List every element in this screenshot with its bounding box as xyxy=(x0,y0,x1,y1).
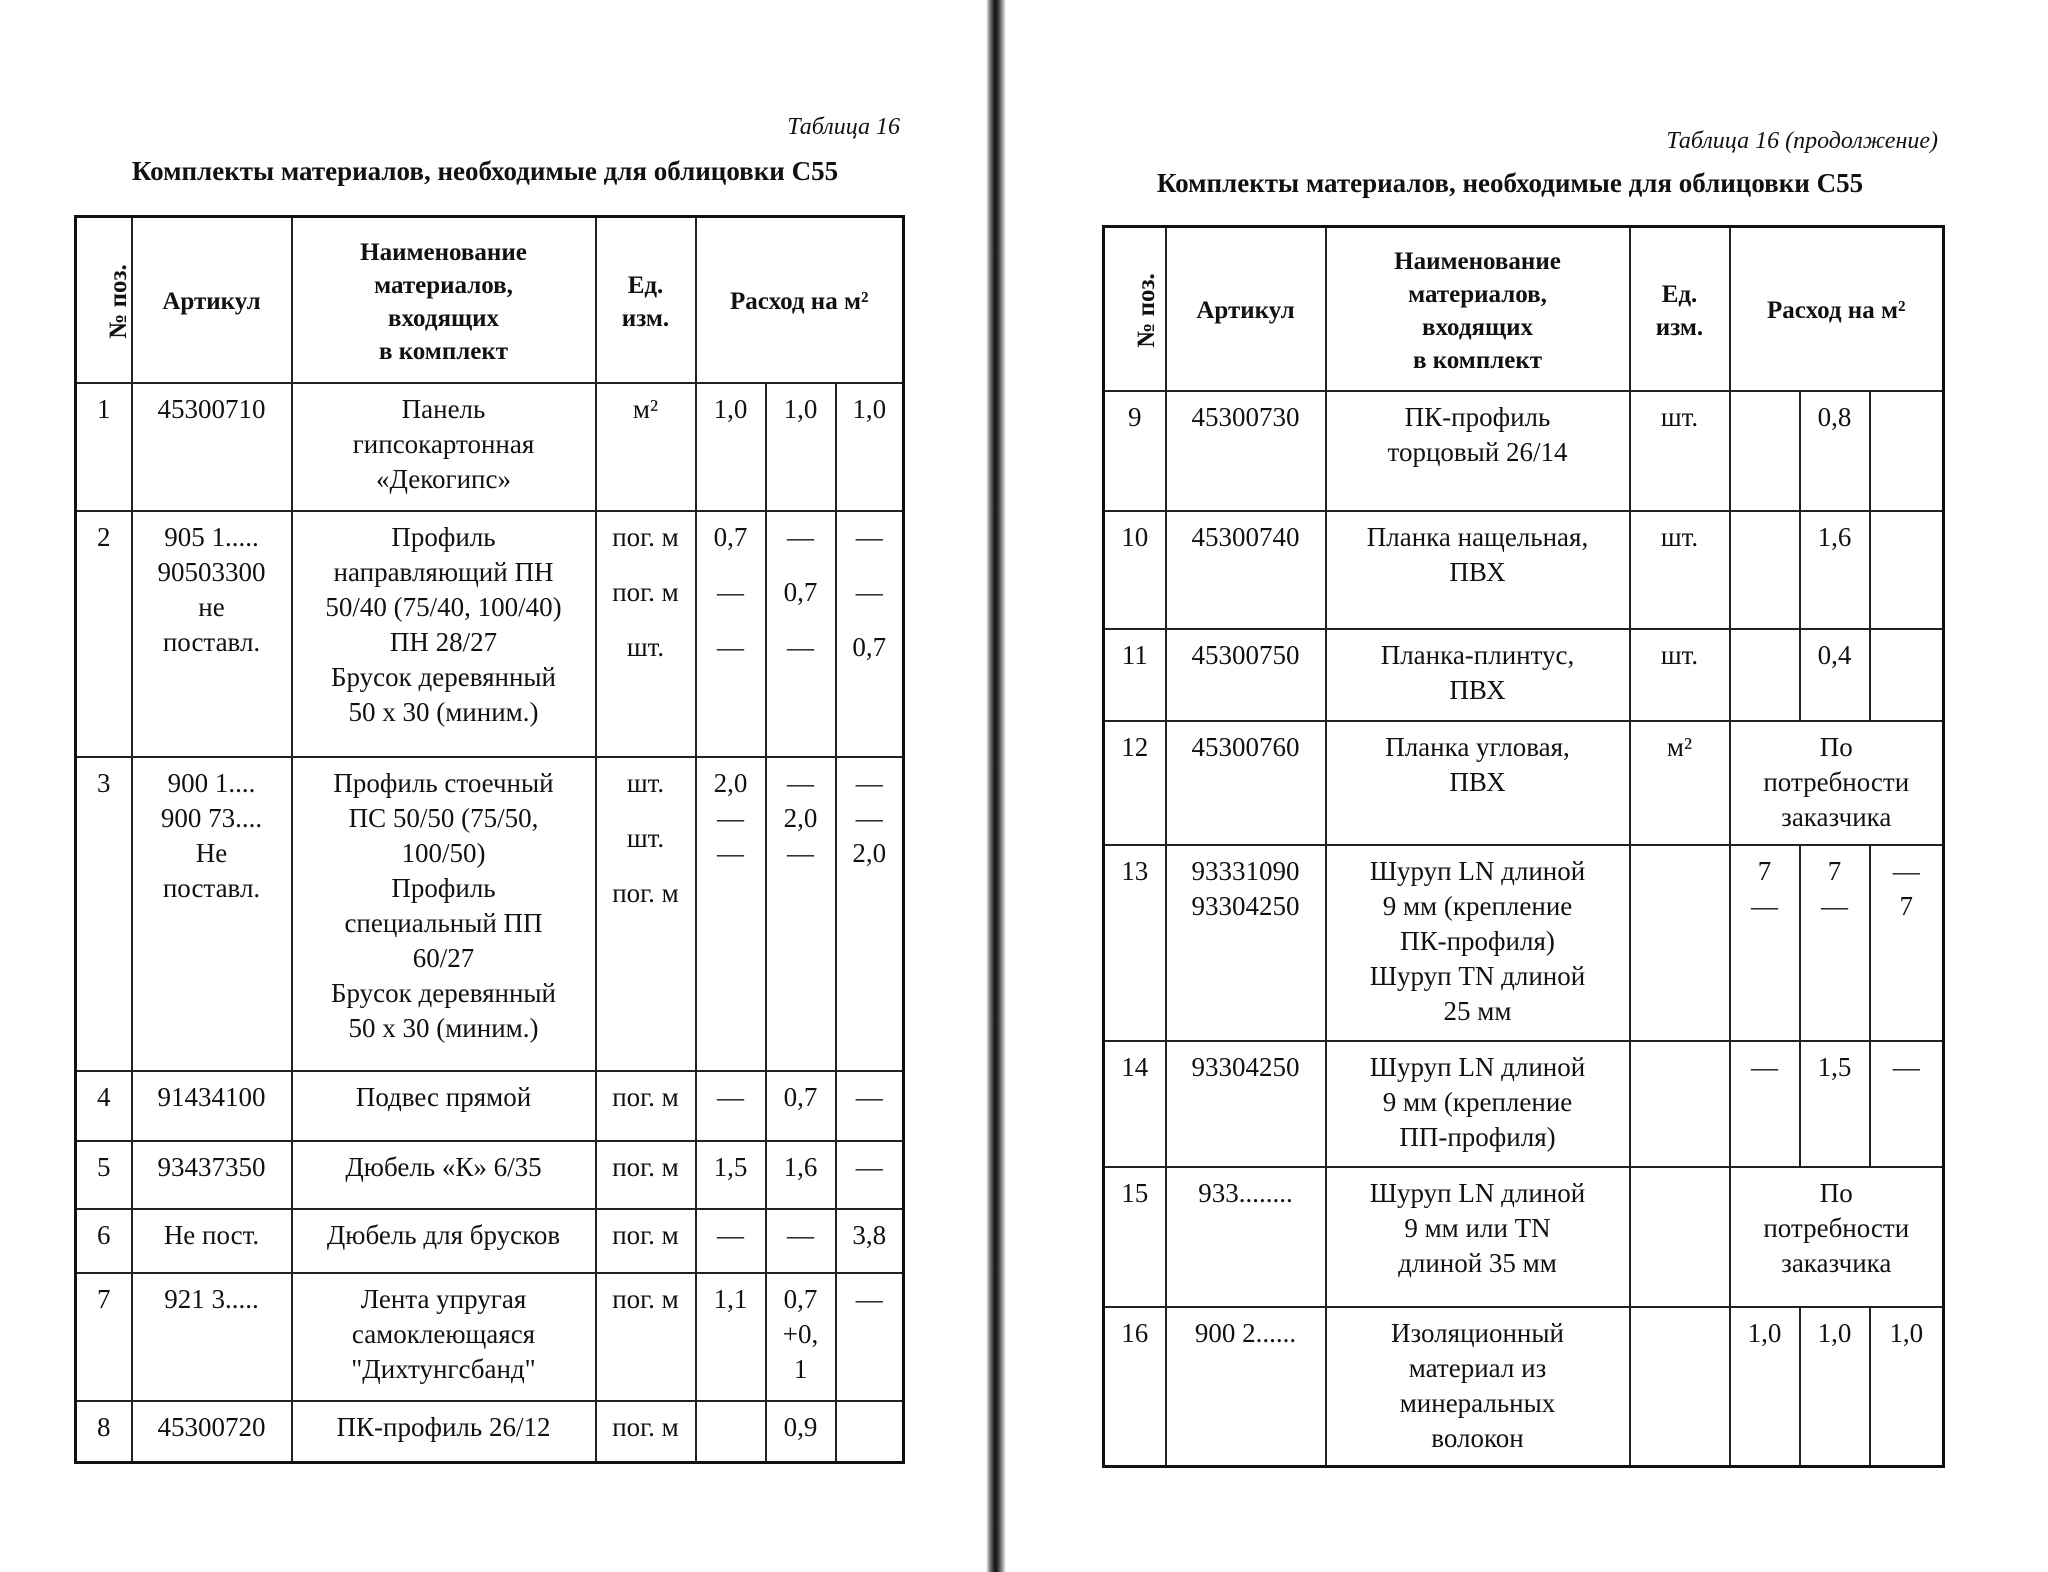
cell-line: 1,5 xyxy=(1817,1051,1852,1082)
cell-name xyxy=(1326,1167,1630,1307)
table-row xyxy=(76,383,904,511)
cell-article xyxy=(1166,845,1326,1041)
cell-consumption-c3 xyxy=(836,757,904,1071)
cell-line: Дюбель «К» 6/35 xyxy=(345,1151,542,1182)
cell-consumption-c2 xyxy=(1800,511,1870,629)
cell-line: 45300750 xyxy=(1191,639,1300,670)
cell-line: Шуруп TN длиной xyxy=(1369,960,1586,991)
cell-line: 90503300 xyxy=(157,556,266,587)
cell-line: 2,0 xyxy=(713,767,748,798)
cell-line: 0,7 xyxy=(783,1081,818,1112)
cell-name xyxy=(1326,1041,1630,1167)
cell-line: ПС 50/50 (75/50, xyxy=(348,802,539,833)
table-title: Комплекты материалов, необходимые для облицовки С55 xyxy=(131,156,839,186)
cell-line: 1,0 xyxy=(1747,1317,1782,1348)
cell-consumption-c1 xyxy=(696,511,766,757)
cell-line: направляющий ПН xyxy=(333,556,554,587)
cell-pos: 7 xyxy=(76,1273,132,1401)
cell-line: 0,4 xyxy=(1817,639,1852,670)
table-row xyxy=(76,1273,904,1401)
cell-unit xyxy=(1630,1307,1730,1467)
cell-line: потребности xyxy=(1763,1212,1910,1243)
cell-line: Планка нащельная, xyxy=(1366,521,1589,552)
cell-line: — xyxy=(717,802,744,833)
cell-line: 0,7 xyxy=(783,576,818,607)
cell-pos: 8 xyxy=(76,1401,132,1463)
cell-consumption-c2 xyxy=(766,383,836,511)
cell-line: 7 xyxy=(1899,890,1914,921)
cell-line: — xyxy=(855,1283,883,1314)
cell-consumption-c1 xyxy=(1730,845,1800,1041)
cell-consumption-c1 xyxy=(1730,511,1800,629)
cell-unit xyxy=(1630,1041,1730,1167)
cell-pos: 13 xyxy=(1104,845,1166,1041)
book-spine xyxy=(986,0,1006,1572)
cell-line: Профиль стоечный xyxy=(333,767,554,798)
cell-consumption-c1 xyxy=(696,1401,766,1463)
cell-line: 91434100 xyxy=(157,1081,266,1112)
cell-line: Шуруп LN длиной xyxy=(1369,1177,1586,1208)
cell-line: — xyxy=(717,576,744,607)
cell-consumption-c2 xyxy=(1800,629,1870,721)
cell-consumption-c3 xyxy=(1870,511,1944,629)
cell-line: 1,0 xyxy=(713,393,748,424)
header-consumption: Расход на м² xyxy=(1730,227,1944,391)
cell-line: поставл. xyxy=(162,626,261,657)
cell-line: 1,6 xyxy=(1817,521,1852,552)
cell-line: 50 х 30 (миним.) xyxy=(348,1012,539,1043)
cell-line: — xyxy=(787,1219,814,1250)
cell-line: шт. xyxy=(626,822,665,853)
cell-line: По xyxy=(1819,1177,1853,1208)
cell-line: ПП-профиля) xyxy=(1399,1121,1556,1152)
cell-line: — xyxy=(855,1151,883,1182)
cell-line: 921 3..... xyxy=(164,1283,259,1314)
cell-line: пог. м xyxy=(612,877,679,908)
table-row xyxy=(76,1071,904,1141)
cell-consumption-c3 xyxy=(836,1401,904,1463)
cell-name xyxy=(1326,1307,1630,1467)
cell-line: — xyxy=(787,837,814,868)
cell-consumption-c3 xyxy=(1870,1041,1944,1167)
cell-consumption-c2 xyxy=(766,757,836,1071)
table-row xyxy=(76,1141,904,1209)
table-row xyxy=(1104,391,1944,511)
cell-line: самоклеющаяся xyxy=(351,1318,536,1349)
cell-line: — xyxy=(787,631,814,662)
table-row xyxy=(1104,1167,1944,1307)
cell-pos: 1 xyxy=(76,383,132,511)
cell-consumption-c2 xyxy=(766,1401,836,1463)
cell-article xyxy=(1166,629,1326,721)
cell-pos: 14 xyxy=(1104,1041,1166,1167)
cell-pos: 2 xyxy=(76,511,132,757)
header-article: Артикул xyxy=(132,217,292,383)
cell-line: — xyxy=(1892,1051,1920,1082)
cell-line: 50 х 30 (миним.) xyxy=(348,696,539,727)
cell-line: поставл. xyxy=(162,872,261,903)
cell-line: 900 73.... xyxy=(160,802,263,833)
table-row xyxy=(1104,629,1944,721)
cell-line: — xyxy=(717,631,744,662)
table-row xyxy=(76,511,904,757)
cell-consumption-c1 xyxy=(1730,1307,1800,1467)
cell-line: — xyxy=(855,1081,883,1112)
cell-line: волокон xyxy=(1431,1422,1524,1453)
cell-line: Планка-плинтус, xyxy=(1380,639,1575,670)
cell-line: — xyxy=(1751,1051,1778,1082)
cell-article xyxy=(1166,1041,1326,1167)
cell-line: — xyxy=(1821,890,1848,921)
header-name: Наименование материалов, входящих в комплект xyxy=(1326,227,1630,391)
cell-line: 100/50) xyxy=(401,837,486,868)
cell-line: — xyxy=(855,802,883,833)
cell-line: Лента упругая xyxy=(360,1283,527,1314)
cell-line: — xyxy=(717,1081,744,1112)
table-title: Комплекты материалов, необходимые для облицовки С55 xyxy=(1156,168,1864,198)
cell-consumption-c1 xyxy=(696,757,766,1071)
table-row xyxy=(1104,511,1944,629)
cell-line: торцовый 26/14 xyxy=(1387,436,1568,467)
cell-line: 3,8 xyxy=(852,1219,887,1250)
cell-line: 0,7 xyxy=(783,1283,818,1314)
cell-line: +0, xyxy=(782,1318,819,1349)
left-page xyxy=(0,0,980,1572)
cell-unit xyxy=(596,757,696,1071)
cell-name xyxy=(292,1273,596,1401)
cell-consumption-c1 xyxy=(1730,391,1800,511)
cell-name xyxy=(1326,391,1630,511)
cell-line: минеральных xyxy=(1399,1387,1556,1418)
cell-unit xyxy=(596,1273,696,1401)
cell-consumption-c2 xyxy=(766,511,836,757)
cell-line: Шуруп LN длиной xyxy=(1369,1051,1586,1082)
cell-consumption-c1 xyxy=(696,1071,766,1141)
header-pos: № поз. xyxy=(76,217,132,383)
cell-line: Подвес прямой xyxy=(355,1081,532,1112)
cell-pos: 11 xyxy=(1104,629,1166,721)
cell-line: — xyxy=(787,767,814,798)
cell-pos: 12 xyxy=(1104,721,1166,845)
cell-line: 2,0 xyxy=(783,802,818,833)
cell-article xyxy=(132,1141,292,1209)
cell-unit xyxy=(596,1209,696,1273)
table-caption: Таблица 16 (продолжение) xyxy=(1666,128,1938,154)
cell-unit xyxy=(1630,845,1730,1041)
cell-line: Панель xyxy=(401,393,486,424)
cell-consumption-c1 xyxy=(696,1209,766,1273)
cell-line: пог. м xyxy=(612,1411,679,1442)
cell-article xyxy=(1166,1167,1326,1307)
cell-line: пог. м xyxy=(612,1151,679,1182)
cell-article xyxy=(132,757,292,1071)
cell-line: заказчика xyxy=(1781,1247,1892,1278)
cell-pos: 6 xyxy=(76,1209,132,1273)
cell-line: 60/27 xyxy=(412,942,475,973)
cell-consumption-c1 xyxy=(1730,629,1800,721)
cell-line: Дюбель для брусков xyxy=(326,1219,561,1250)
cell-consumption-c2 xyxy=(766,1273,836,1401)
cell-pos: 3 xyxy=(76,757,132,1071)
cell-consumption-c1 xyxy=(696,1141,766,1209)
cell-line: 93304250 xyxy=(1191,890,1300,921)
cell-line: 900 2...... xyxy=(1194,1317,1297,1348)
cell-line: шт. xyxy=(1660,521,1699,552)
cell-line: — xyxy=(855,767,883,798)
cell-line: 2,0 xyxy=(852,837,887,868)
cell-line: 93437350 xyxy=(157,1151,266,1182)
cell-line: шт. xyxy=(1660,639,1699,670)
cell-line: 93304250 xyxy=(1191,1051,1300,1082)
cell-article xyxy=(132,1273,292,1401)
cell-pos: 5 xyxy=(76,1141,132,1209)
cell-line: пог. м xyxy=(612,521,679,552)
cell-line: 93331090 xyxy=(1191,855,1300,886)
cell-consumption-c1 xyxy=(696,1273,766,1401)
cell-line: ПВХ xyxy=(1449,766,1506,797)
cell-line: 45300720 xyxy=(157,1411,266,1442)
cell-consumption-c3 xyxy=(836,383,904,511)
cell-article xyxy=(132,1209,292,1273)
cell-line: не xyxy=(198,591,225,622)
cell-line: — xyxy=(855,576,883,607)
cell-line: 0,7 xyxy=(713,521,748,552)
cell-consumption-c3 xyxy=(1870,845,1944,1041)
right-page xyxy=(1010,0,2048,1572)
cell-line: 1,0 xyxy=(1817,1317,1852,1348)
header-unit: Ед. изм. xyxy=(1630,227,1730,391)
table-row xyxy=(76,757,904,1071)
cell-line: ПК-профиль 26/12 xyxy=(336,1411,551,1442)
cell-line: — xyxy=(855,521,883,552)
cell-line: 1,0 xyxy=(852,393,887,424)
cell-article xyxy=(132,383,292,511)
cell-article xyxy=(1166,391,1326,511)
cell-line: пог. м xyxy=(612,576,679,607)
cell-pos: 16 xyxy=(1104,1307,1166,1467)
cell-line: — xyxy=(1751,890,1778,921)
cell-line: пог. м xyxy=(612,1081,679,1112)
cell-name xyxy=(292,1209,596,1273)
cell-line: Шуруп LN длиной xyxy=(1369,855,1586,886)
table-row xyxy=(1104,1307,1944,1467)
cell-line: — xyxy=(1892,855,1920,886)
cell-article xyxy=(1166,511,1326,629)
cell-line: 9 мм (крепление xyxy=(1382,1086,1573,1117)
cell-unit xyxy=(596,1141,696,1209)
cell-line: м² xyxy=(1666,731,1693,762)
cell-name xyxy=(292,1071,596,1141)
cell-article xyxy=(1166,1307,1326,1467)
cell-line: 9 мм (крепление xyxy=(1382,890,1573,921)
cell-line: ПН 28/27 xyxy=(389,626,498,657)
cell-consumption-c1 xyxy=(1730,1041,1800,1167)
cell-pos: 9 xyxy=(1104,391,1166,511)
cell-line: Брусок деревянный xyxy=(330,977,556,1008)
cell-name xyxy=(292,511,596,757)
header-unit: Ед. изм. xyxy=(596,217,696,383)
cell-consumption-c2 xyxy=(766,1071,836,1141)
header-article: Артикул xyxy=(1166,227,1326,391)
cell-consumption-c2 xyxy=(766,1209,836,1273)
cell-line: 0,9 xyxy=(783,1411,818,1442)
cell-line: материал из xyxy=(1408,1352,1547,1383)
cell-consumption-c3 xyxy=(1870,1307,1944,1467)
cell-line: специальный ПП xyxy=(344,907,543,938)
cell-line: шт. xyxy=(626,631,665,662)
cell-line: пог. м xyxy=(612,1219,679,1250)
cell-pos: 4 xyxy=(76,1071,132,1141)
cell-name xyxy=(1326,511,1630,629)
cell-line: 900 1.... xyxy=(167,767,256,798)
cell-line: шт. xyxy=(1660,401,1699,432)
cell-consumption-merged xyxy=(1730,721,1944,845)
cell-unit xyxy=(1630,391,1730,511)
cell-line: 9 мм или TN xyxy=(1404,1212,1551,1243)
cell-pos: 10 xyxy=(1104,511,1166,629)
cell-unit xyxy=(1630,721,1730,845)
cell-consumption-c2 xyxy=(1800,1041,1870,1167)
cell-line: 45300760 xyxy=(1191,731,1300,762)
cell-line: шт. xyxy=(626,767,665,798)
cell-line: — xyxy=(717,837,744,868)
cell-line: «Декогипс» xyxy=(376,463,511,494)
cell-line: ПВХ xyxy=(1449,556,1506,587)
cell-line: По xyxy=(1819,731,1853,762)
table-row xyxy=(76,1209,904,1273)
cell-line: 1,0 xyxy=(1889,1317,1924,1348)
cell-consumption-c3 xyxy=(1870,629,1944,721)
cell-name xyxy=(292,383,596,511)
cell-unit xyxy=(1630,1167,1730,1307)
cell-line: Не пост. xyxy=(163,1219,260,1250)
cell-line: 933........ xyxy=(1198,1177,1293,1208)
header-consumption: Расход на м² xyxy=(696,217,904,383)
cell-article xyxy=(1166,721,1326,845)
cell-consumption-c3 xyxy=(836,511,904,757)
cell-consumption-c2 xyxy=(766,1141,836,1209)
cell-line: Планка угловая, xyxy=(1385,731,1570,762)
table-row xyxy=(76,1401,904,1463)
cell-article xyxy=(132,1071,292,1141)
cell-consumption-c2 xyxy=(1800,845,1870,1041)
cell-line: Профиль xyxy=(391,521,496,552)
cell-line: — xyxy=(717,1219,744,1250)
cell-name xyxy=(1326,845,1630,1041)
cell-line: 7 xyxy=(1827,855,1842,886)
cell-name xyxy=(292,757,596,1071)
cell-line: 7 xyxy=(1757,855,1772,886)
cell-line: ПК-профиль xyxy=(1404,401,1551,432)
cell-line: Брусок деревянный xyxy=(330,661,556,692)
cell-line: 0,8 xyxy=(1817,401,1852,432)
cell-consumption-c3 xyxy=(836,1141,904,1209)
cell-line: 1,5 xyxy=(713,1151,748,1182)
cell-line: 50/40 (75/40, 100/40) xyxy=(325,591,562,622)
cell-article xyxy=(132,511,292,757)
cell-line: 1,0 xyxy=(783,393,818,424)
cell-line: длиной 35 мм xyxy=(1398,1247,1557,1278)
cell-consumption-c3 xyxy=(836,1273,904,1401)
cell-line: ПВХ xyxy=(1449,674,1506,705)
cell-line: — xyxy=(787,521,814,552)
cell-line: 905 1..... xyxy=(164,521,259,552)
cell-line: м² xyxy=(632,393,659,424)
cell-consumption-c1 xyxy=(696,383,766,511)
cell-line: 45300740 xyxy=(1191,521,1300,552)
header-pos: № поз. xyxy=(1104,227,1166,391)
cell-line: 1,6 xyxy=(783,1151,818,1182)
cell-line: "Дихтунгсбанд" xyxy=(351,1353,536,1384)
cell-line: Изоляционный xyxy=(1391,1317,1564,1348)
cell-name xyxy=(292,1141,596,1209)
cell-line: 0,7 xyxy=(852,631,887,662)
cell-line: Не xyxy=(195,837,228,868)
cell-line: 45300710 xyxy=(157,393,266,424)
cell-article xyxy=(132,1401,292,1463)
table-row xyxy=(1104,721,1944,845)
cell-name xyxy=(1326,629,1630,721)
cell-name xyxy=(292,1401,596,1463)
cell-line: потребности xyxy=(1763,766,1910,797)
cell-line: пог. м xyxy=(612,1283,679,1314)
table-caption: Таблица 16 xyxy=(787,114,900,140)
table-row xyxy=(1104,845,1944,1041)
cell-line: заказчика xyxy=(1781,801,1892,832)
cell-line: 25 мм xyxy=(1443,995,1512,1026)
cell-consumption-c2 xyxy=(1800,391,1870,511)
materials-table-right xyxy=(1102,225,1945,1468)
cell-line: гипсокартонная xyxy=(352,428,535,459)
header-name: Наименование материалов, входящих в комплект xyxy=(292,217,596,383)
cell-unit xyxy=(1630,629,1730,721)
cell-unit xyxy=(596,1071,696,1141)
cell-unit xyxy=(596,511,696,757)
cell-line: 45300730 xyxy=(1191,401,1300,432)
cell-unit xyxy=(596,383,696,511)
cell-line: 1,1 xyxy=(713,1283,748,1314)
cell-name xyxy=(1326,721,1630,845)
cell-line: 1 xyxy=(793,1353,808,1384)
cell-consumption-c2 xyxy=(1800,1307,1870,1467)
cell-unit xyxy=(1630,511,1730,629)
table-row xyxy=(1104,1041,1944,1167)
cell-unit xyxy=(596,1401,696,1463)
cell-line: Профиль xyxy=(391,872,496,903)
cell-consumption-merged xyxy=(1730,1167,1944,1307)
cell-pos: 15 xyxy=(1104,1167,1166,1307)
materials-table-left xyxy=(74,215,905,1464)
cell-consumption-c3 xyxy=(1870,391,1944,511)
cell-consumption-c3 xyxy=(836,1071,904,1141)
cell-line: ПК-профиля) xyxy=(1400,925,1555,956)
cell-consumption-c3 xyxy=(836,1209,904,1273)
